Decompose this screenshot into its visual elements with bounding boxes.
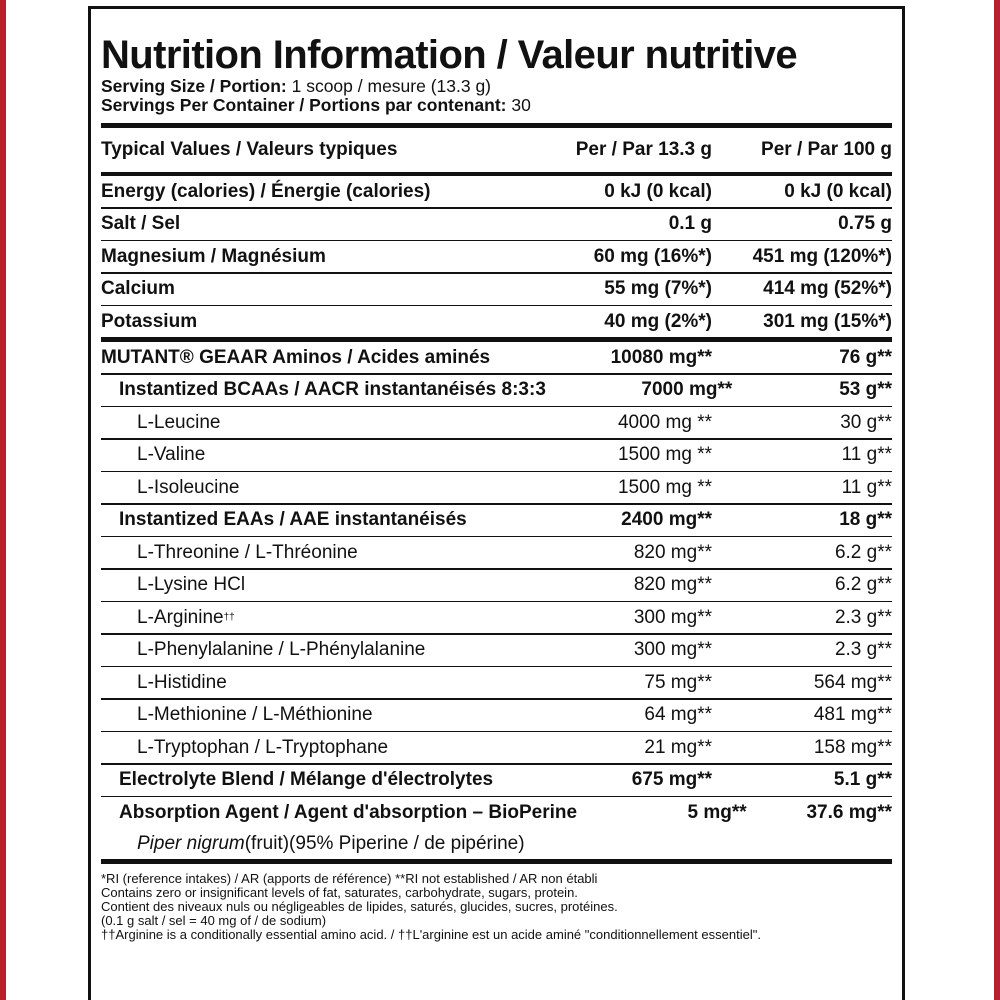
value-per-100g: 481 mg** [813, 704, 892, 725]
footnote: *RI (reference intakes) / AR (apports de référence) **RI not established / AR non établi [101, 871, 598, 886]
footnotes [101, 872, 892, 942]
value-per-serving: 820 mg** [633, 574, 712, 595]
value-per-100g: 30 g** [840, 411, 892, 433]
nutrient-name: L-Arginine [137, 606, 224, 628]
nutrient-row [101, 602, 892, 633]
nutrient-name: L-Phenylalanine / L-Phénylalanine [137, 639, 426, 660]
nutrient-name: Instantized EAAs / AAE instantanéisés [119, 509, 467, 530]
nutrient-name: MUTANT® GEAAR Aminos / Acides aminés [101, 346, 491, 368]
footnote: (0.1 g salt / sel = 40 mg of / de sodium) [101, 913, 327, 928]
nutrient-name: Absorption Agent / Agent d'absorption – BioPerine [119, 801, 578, 823]
value-per-serving: 5 mg** [687, 801, 747, 823]
value-per-100g: 5.1 g** [833, 769, 892, 790]
value-per-serving: 1500 mg ** [617, 444, 712, 465]
value-per-100g: 53 g** [839, 379, 892, 400]
value-per-serving: 820 mg** [633, 541, 712, 563]
value-per-serving: 2400 mg** [621, 509, 712, 530]
nutrient-name: L-Histidine [137, 671, 227, 693]
nutrient-name: Energy (calories) / Énergie (calories) [101, 180, 431, 202]
value-per-serving: 0 kJ (0 kcal) [604, 180, 712, 202]
nutrient-row [101, 505, 892, 536]
value-per-100g: 2.3 g** [834, 606, 892, 628]
nutrient-name: Electrolyte Blend / Mélange d'électrolytes [119, 769, 494, 790]
value-per-100g: 6.2 g** [834, 541, 892, 563]
nutrient-row [101, 241, 892, 272]
value-per-serving: 300 mg** [633, 606, 712, 628]
nutrient-name: Magnesium / Magnésium [101, 245, 326, 267]
nutrient-row [101, 700, 892, 731]
value-per-serving: 1500 mg ** [617, 476, 712, 498]
value-per-100g: 414 mg (52%*) [763, 278, 892, 299]
nutrient-row [101, 440, 892, 471]
serving-size: Serving Size / Portion: 1 scoop / mesure (13.3 g) [101, 76, 492, 96]
nutrient-row [101, 472, 892, 503]
header-row: Typical Values / Valeurs typiques Per / Par 13.3 g Per / Par 100 g [101, 139, 892, 160]
value-per-serving: 55 mg (7%*) [604, 278, 712, 299]
nutrient-row [101, 407, 892, 438]
nutrient-row [101, 732, 892, 763]
nutrient-row [101, 176, 892, 207]
value-per-serving: 21 mg** [644, 736, 712, 758]
nutrient-row [101, 342, 892, 373]
value-per-serving: 10080 mg** [610, 346, 712, 368]
footnote: ††Arginine is a conditionally essential amino acid. / ††L'arginine est un acide aminé "conditionnellement essentiel". [101, 927, 761, 942]
nutrient-name: Potassium [101, 310, 198, 332]
value-per-100g: 11 g** [841, 476, 892, 498]
value-per-100g: 18 g** [839, 509, 892, 530]
nutrient-name: L-Leucine [137, 411, 221, 433]
value-per-serving: 300 mg** [633, 639, 712, 660]
nutrient-name: Salt / Sel [101, 213, 181, 234]
value-per-serving: 0.1 g [668, 213, 712, 234]
value-per-serving: 675 mg** [631, 769, 712, 790]
nutrient-name: L-Methionine / L-Méthionine [137, 704, 373, 725]
red-border-left [0, 0, 6, 1000]
value-per-serving: 7000 mg** [641, 379, 733, 400]
value-per-100g: 0 kJ (0 kcal) [784, 180, 892, 202]
nutrition-panel [88, 6, 905, 1000]
nutrient-row [101, 570, 892, 601]
value-per-serving: 40 mg (2%*) [604, 310, 712, 332]
panel-title: Nutrition Information / Valeur nutritive [101, 33, 798, 77]
nutrient-row [101, 765, 892, 796]
value-per-100g: 76 g** [839, 346, 892, 368]
value-per-serving: 4000 mg ** [617, 411, 712, 433]
footnote: Contient des niveaux nuls ou négligeables de lipides, saturés, glucides, sucres, protéines. [101, 899, 618, 914]
nutrient-row [101, 375, 892, 406]
footnote-marker: †† [223, 612, 235, 623]
value-per-100g: 451 mg (120%*) [752, 245, 892, 267]
value-per-100g: 6.2 g** [834, 574, 892, 595]
value-per-100g: 2.3 g** [834, 639, 892, 660]
servings-per-container: Servings Per Container / Portions par contenant: 30 [101, 95, 531, 115]
nutrient-row [101, 667, 892, 698]
value-per-serving: 60 mg (16%*) [593, 245, 712, 267]
nutrient-row [101, 306, 892, 337]
nutrient-name: L-Isoleucine [137, 476, 240, 498]
red-border-right [994, 0, 1000, 1000]
value-per-100g: 301 mg (15%*) [763, 310, 892, 332]
value-per-serving: 64 mg** [644, 704, 712, 725]
nutrient-row [101, 537, 892, 568]
nutrient-name: L-Lysine HCl [137, 574, 246, 595]
nutrient-name: Instantized BCAAs / AACR instantanéisés 8:3:3 [119, 379, 546, 400]
bioperine-source-note: Piper nigrum(fruit)(95% Piperine / de pipérine) [137, 833, 525, 854]
value-per-serving: 75 mg** [644, 671, 712, 693]
nutrient-name: L-Valine [137, 444, 206, 465]
nutrient-row [101, 274, 892, 305]
value-per-100g: 11 g** [841, 444, 892, 465]
nutrient-row [101, 635, 892, 666]
value-per-100g: 158 mg** [813, 736, 892, 758]
footnote: Contains zero or insignificant levels of fat, saturates, carbohydrate, sugars, protein. [101, 885, 578, 900]
nutrient-name: L-Tryptophan / L-Tryptophane [137, 736, 389, 758]
value-per-100g: 37.6 mg** [806, 801, 892, 823]
value-per-100g: 0.75 g [838, 213, 892, 234]
nutrient-name: Calcium [101, 278, 175, 299]
divider [101, 859, 892, 864]
nutrient-row [101, 797, 892, 828]
nutrient-name: L-Threonine / L-Thréonine [137, 541, 358, 563]
value-per-100g: 564 mg** [813, 671, 892, 693]
nutrient-row [101, 209, 892, 240]
